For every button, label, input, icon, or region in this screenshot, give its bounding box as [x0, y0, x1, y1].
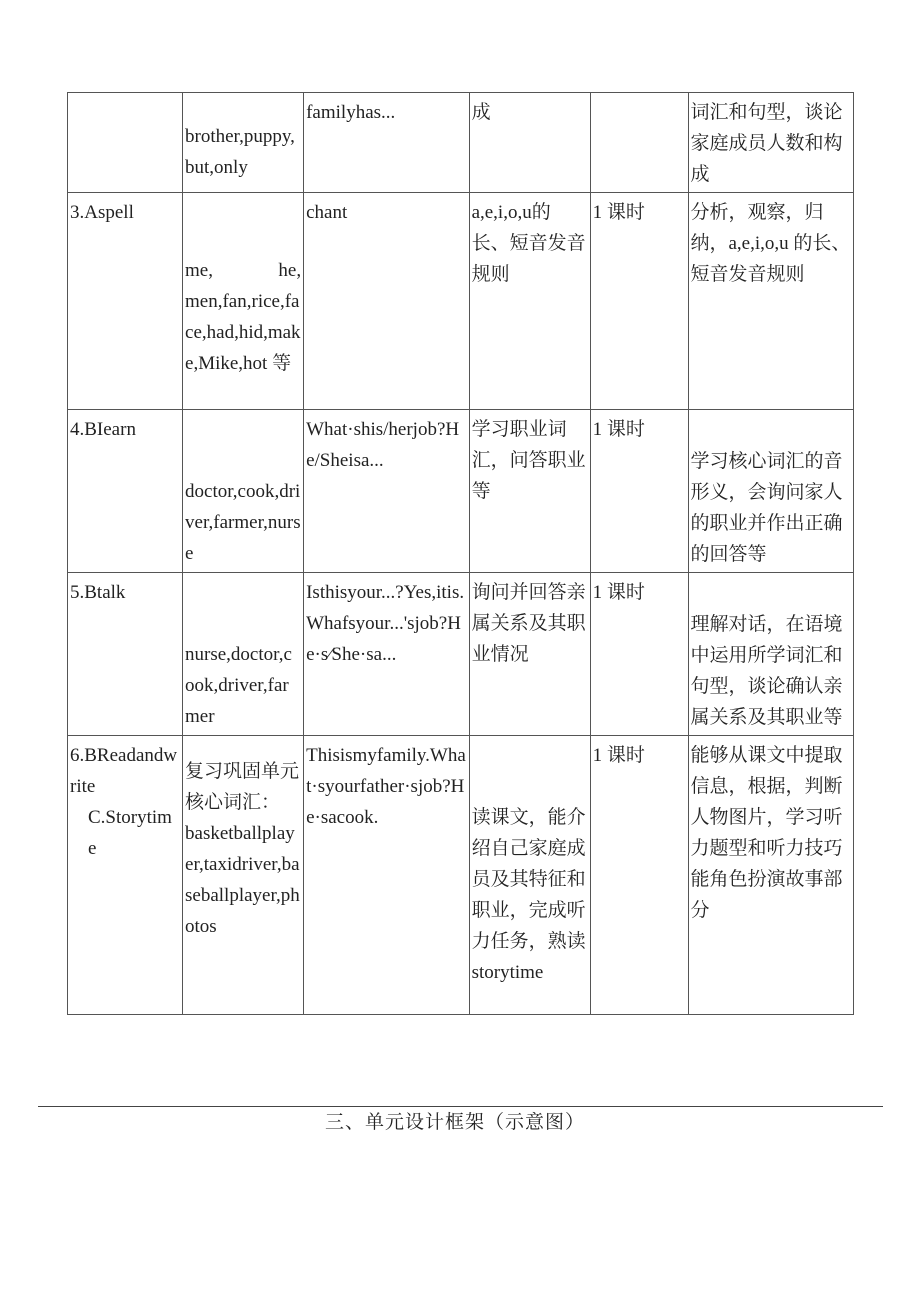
content-cell: 询问并回答亲属关系及其职业情况 — [469, 573, 590, 736]
vocab-line: men,fan,rice,face,had,hid,make,Mike,hot 等 — [185, 291, 301, 374]
goal-cell: 理解对话，在语境中运用所学词汇和句型，谈论确认亲属关系及其职业等 — [688, 573, 854, 736]
vocab-cell — [183, 193, 304, 410]
goal-cell: 学习核心词汇的音形义，会询问家人的职业并作出正确的回答等 — [688, 410, 854, 573]
hours-cell: 1 课时 — [590, 736, 688, 1015]
vocab-cell: nurse,doctor,cook,driver,farmer — [183, 573, 304, 736]
lesson-subtitle: C.Storytime — [88, 807, 172, 859]
section-divider — [38, 1106, 883, 1107]
lesson-cell: 4.BIearn — [68, 410, 183, 573]
content-cell: 学习职业词汇，问答职业等 — [469, 410, 590, 573]
vocab-cell: doctor,cook,driver,farmer,nurse — [183, 410, 304, 573]
lesson-cell: 5.Btalk — [68, 573, 183, 736]
goal-cell: 词汇和句型，谈论家庭成员人数和构成 — [688, 93, 854, 193]
goal-cell: 能够从课文中提取信息，根据，判断人物图片，学习听力题型和听力技巧能角色扮演故事部分 — [688, 736, 854, 1015]
lesson-title: 6.BReadandwrite — [70, 745, 178, 797]
pattern-cell: chant — [304, 193, 469, 410]
table-row — [68, 93, 854, 193]
vocab-cell — [183, 736, 304, 1015]
pattern-cell: Isthisyour...?Yes,itis.Whafsyour...'sjob?He·s∕She·sa... — [304, 573, 469, 736]
pattern-cell: familyhas... — [304, 93, 469, 193]
lesson-cell — [68, 736, 183, 1015]
hours-cell: 1 课时 — [590, 573, 688, 736]
hours-cell: 1 课时 — [590, 410, 688, 573]
lesson-cell: 3.Aspell — [68, 193, 183, 410]
table-row — [68, 410, 854, 573]
table-row — [68, 193, 854, 410]
hours-cell — [590, 93, 688, 193]
vocab-line: me, he, — [185, 260, 302, 281]
section-title: 三、单元设计框架（示意图） — [324, 1112, 585, 1133]
lesson-cell — [68, 93, 183, 193]
content-cell: 读课文，能介绍自己家庭成员及其特征和职业，完成听力任务，熟读storytime — [469, 736, 590, 1015]
content-cell: a,e,i,o,u的长、短音发音规则 — [469, 193, 590, 410]
pattern-cell: Thisismyfamily.What·syourfather·sjob?He·sacook. — [304, 736, 469, 1015]
goal-cell: 分析，观察，归纳，a,e,i,o,u 的长、短音发音规则 — [688, 193, 854, 410]
pattern-cell: What·shis/herjob?He/Sheisa... — [304, 410, 469, 573]
vocab-cell: brother,puppy,but,only — [183, 93, 304, 193]
vocab-intro: 复习巩固单元核心词汇： — [185, 761, 300, 813]
content-cell: 成 — [469, 93, 590, 193]
vocab-list: basketballplayer,taxidriver,baseballplayer,photos — [185, 823, 300, 937]
lesson-plan-table — [67, 92, 854, 1015]
table-row — [68, 573, 854, 736]
hours-cell: 1 课时 — [590, 193, 688, 410]
table-row — [68, 736, 854, 1015]
